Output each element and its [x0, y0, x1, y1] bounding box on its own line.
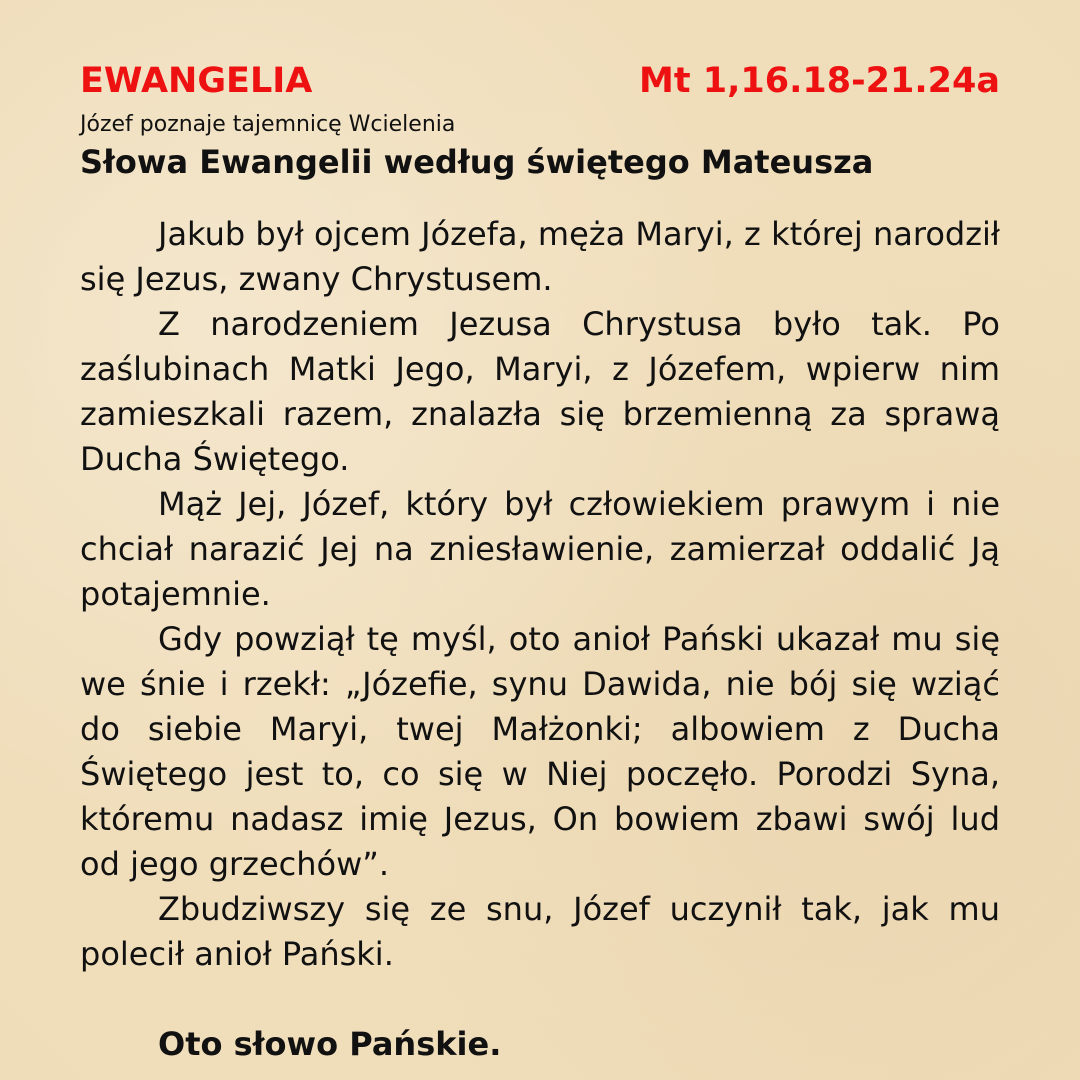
section-title: EWANGELIA	[80, 61, 313, 101]
reading-subtitle: Józef poznaje tajemnicę Wcielenia	[80, 112, 456, 137]
scripture-reference: Mt 1,16.18-21.24a	[639, 61, 1000, 101]
paragraph-1: Jakub był ojcem Józefa, męża Maryi, z której narodził się Jezus, zwany Chrystusem.	[80, 215, 1000, 298]
gospel-reading	[80, 56, 1000, 1067]
paragraph-4: Gdy powziął tę myśl, oto anioł Pański ukazał mu się we śnie i rzekł: „Józefie, synu Dawida, nie bój się wziąć do siebie Maryi, twej Małżonki; albowiem z Ducha Świętego jest to, co się w Niej poczęło. Porodzi Syna, któremu nadasz imię Jezus, On bowiem zbawi swój lud od jego grzechów”.	[80, 620, 1000, 883]
paragraph-5: Zbudziwszy się ze snu, Józef uczynił tak, jak mu polecił anioł Pański.	[80, 890, 1000, 973]
header	[80, 56, 1000, 106]
paragraph-2: Z narodzeniem Jezusa Chrystusa było tak. Po zaślubinach Matki Jego, Maryi, z Józefem, wpierw nim zamieszkali razem, znalazła się brzemienną za sprawą Ducha Świętego.	[80, 305, 1000, 478]
closing-acclamation: Oto słowo Pańskie.	[158, 1025, 502, 1063]
gospel-heading: Słowa Ewangelii według świętego Mateusza	[80, 143, 874, 181]
paragraph-3: Mąż Jej, Józef, który był człowiekiem prawym i nie chciał narazić Jej na zniesławienie, zamierzał oddalić Ją potajemnie.	[80, 485, 1000, 613]
reading-body	[80, 212, 1000, 977]
